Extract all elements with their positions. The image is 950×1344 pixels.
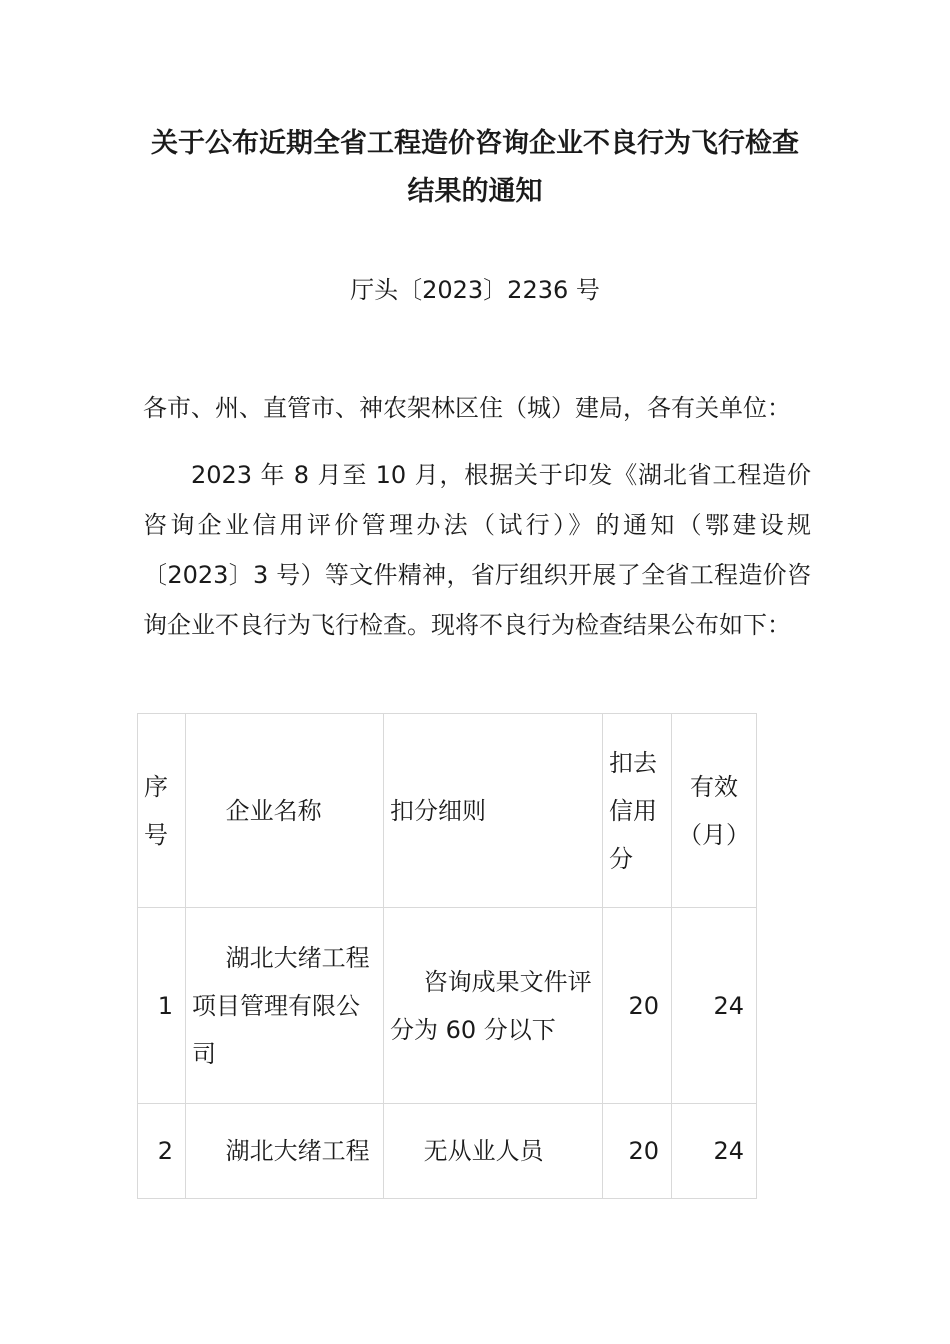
cell-validity: 24: [672, 1104, 757, 1199]
cell-no: 2: [138, 1104, 186, 1199]
cell-validity: 24: [672, 908, 757, 1104]
cell-company: 湖北大绪工程项目管理有限公司: [186, 908, 384, 1104]
document-number: 厅头〔2023〕2236 号: [350, 276, 600, 304]
cell-no: 1: [138, 908, 186, 1104]
results-table: [137, 713, 757, 1199]
salutation: 各市、州、直管市、神农架林区住（城）建局，各有关单位：: [143, 394, 791, 422]
notice-title: 关于公布近期全省工程造价咨询企业不良行为飞行检查结果的通知: [151, 128, 799, 207]
cell-rule: 无从业人员: [384, 1104, 603, 1199]
body-paragraph: 2023 年 8 月至 10 月，根据关于印发《湖北省工程造价咨询企业信用评价管理办法（试行）》的通知（鄂建设规〔2023〕3 号）等文件精神，省厅组织开展了全省工程造价咨询企业不良行为飞行检查。现将不良行为检查结果公布如下：: [143, 461, 811, 639]
header-rule: 扣分细则: [384, 714, 603, 908]
header-score: 扣去信用分: [603, 714, 672, 908]
header-company: 企业名称: [186, 714, 384, 908]
table-row: [138, 908, 757, 1104]
header-no: 序号: [138, 714, 186, 908]
cell-score: 20: [603, 908, 672, 1104]
cell-company: 湖北大绪工程: [186, 1104, 384, 1199]
cell-score: 20: [603, 1104, 672, 1199]
header-validity: 有效（月）: [672, 714, 757, 908]
table-header-row: [138, 714, 757, 908]
table-row: [138, 1104, 757, 1199]
cell-rule: 咨询成果文件评分为 60 分以下: [384, 908, 603, 1104]
